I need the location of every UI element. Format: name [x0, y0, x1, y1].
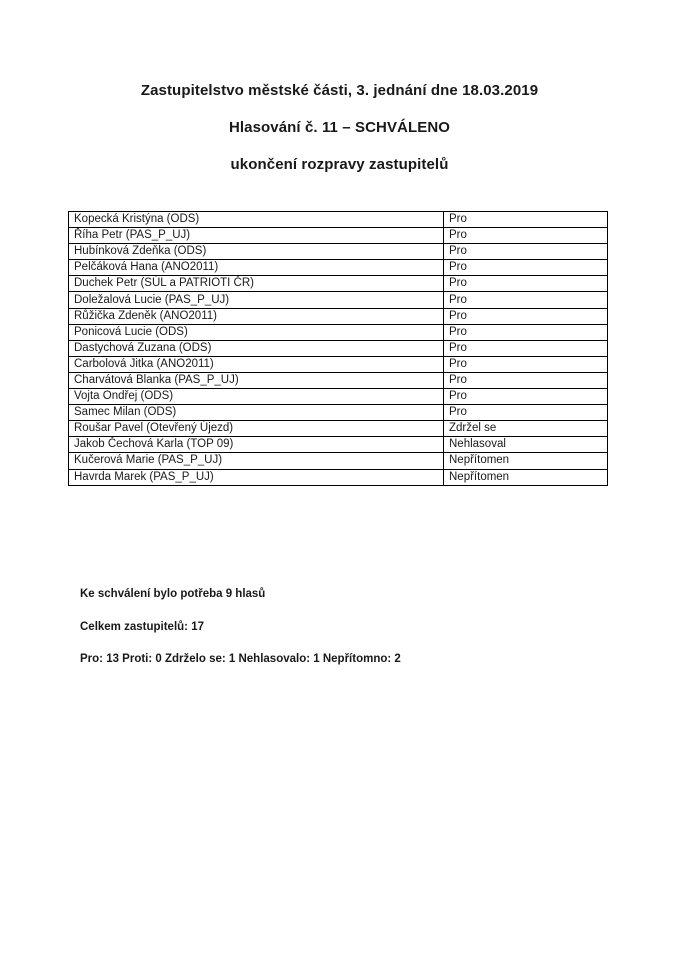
vote-value-cell: Zdržel se: [444, 421, 608, 437]
table-row: [69, 324, 608, 340]
table-row: [69, 244, 608, 260]
vote-value-cell: Pro: [444, 356, 608, 372]
member-name-cell: Kučerová Marie (PAS_P_UJ): [69, 453, 444, 469]
vote-value-cell: Nepřítomen: [444, 453, 608, 469]
member-name-cell: Havrda Marek (PAS_P_UJ): [69, 469, 444, 485]
member-name-cell: Dastychová Zuzana (ODS): [69, 340, 444, 356]
member-name-cell: Říha Petr (PAS_P_UJ): [69, 228, 444, 244]
vote-value-cell: Pro: [444, 260, 608, 276]
member-name-cell: Ponicová Lucie (ODS): [69, 324, 444, 340]
table-row: [69, 372, 608, 388]
member-name-cell: Doležalová Lucie (PAS_P_UJ): [69, 292, 444, 308]
table-row: [69, 228, 608, 244]
total-members-text: Celkem zastupitelů: 17: [80, 621, 204, 633]
table-row: [69, 340, 608, 356]
table-row: [69, 308, 608, 324]
vote-number-result-title: Hlasování č. 11 – SCHVÁLENO: [228, 119, 451, 136]
vote-value-cell: Pro: [444, 372, 608, 388]
vote-value-cell: Pro: [444, 244, 608, 260]
vote-subject-title: ukončení rozpravy zastupitelů: [230, 156, 449, 173]
vote-value-cell: Nehlasoval: [444, 437, 608, 453]
vote-value-cell: Pro: [444, 308, 608, 324]
table-row: [69, 405, 608, 421]
member-name-cell: Vojta Ondřej (ODS): [69, 389, 444, 405]
vote-totals-text: Pro: 13 Proti: 0 Zdrželo se: 1 Nehlasovalo: 1 Nepřítomno: 2: [80, 653, 401, 665]
meeting-title: Zastupitelstvo městské části, 3. jednání dne 18.03.2019: [140, 82, 539, 99]
member-name-cell: Samec Milan (ODS): [69, 405, 444, 421]
vote-value-cell: Pro: [444, 340, 608, 356]
member-name-cell: Jakob Čechová Karla (TOP 09): [69, 437, 444, 453]
table-row: [69, 453, 608, 469]
vote-table: [68, 211, 608, 486]
member-name-cell: Hubínková Zdeňka (ODS): [69, 244, 444, 260]
vote-value-cell: Pro: [444, 405, 608, 421]
table-row: [69, 389, 608, 405]
member-name-cell: Kopecká Kristýna (ODS): [69, 212, 444, 228]
vote-table-body: [69, 212, 608, 486]
vote-value-cell: Pro: [444, 228, 608, 244]
table-row: [69, 437, 608, 453]
vote-value-cell: Pro: [444, 212, 608, 228]
member-name-cell: Carbolová Jitka (ANO2011): [69, 356, 444, 372]
vote-value-cell: Pro: [444, 389, 608, 405]
table-row: [69, 276, 608, 292]
member-name-cell: Duchek Petr (SÚL a PATRIOTI ČR): [69, 276, 444, 292]
table-row: [69, 356, 608, 372]
table-row: [69, 421, 608, 437]
vote-value-cell: Nepřítomen: [444, 469, 608, 485]
table-row: [69, 469, 608, 485]
vote-value-cell: Pro: [444, 276, 608, 292]
table-row: [69, 292, 608, 308]
member-name-cell: Charvátová Blanka (PAS_P_UJ): [69, 372, 444, 388]
member-name-cell: Pelčáková Hana (ANO2011): [69, 260, 444, 276]
table-row: [69, 212, 608, 228]
vote-value-cell: Pro: [444, 324, 608, 340]
required-votes-text: Ke schválení bylo potřeba 9 hlasů: [80, 588, 266, 600]
member-name-cell: Roušar Pavel (Otevřený Újezd): [69, 421, 444, 437]
member-name-cell: Růžička Zdeněk (ANO2011): [69, 308, 444, 324]
table-row: [69, 260, 608, 276]
vote-value-cell: Pro: [444, 292, 608, 308]
